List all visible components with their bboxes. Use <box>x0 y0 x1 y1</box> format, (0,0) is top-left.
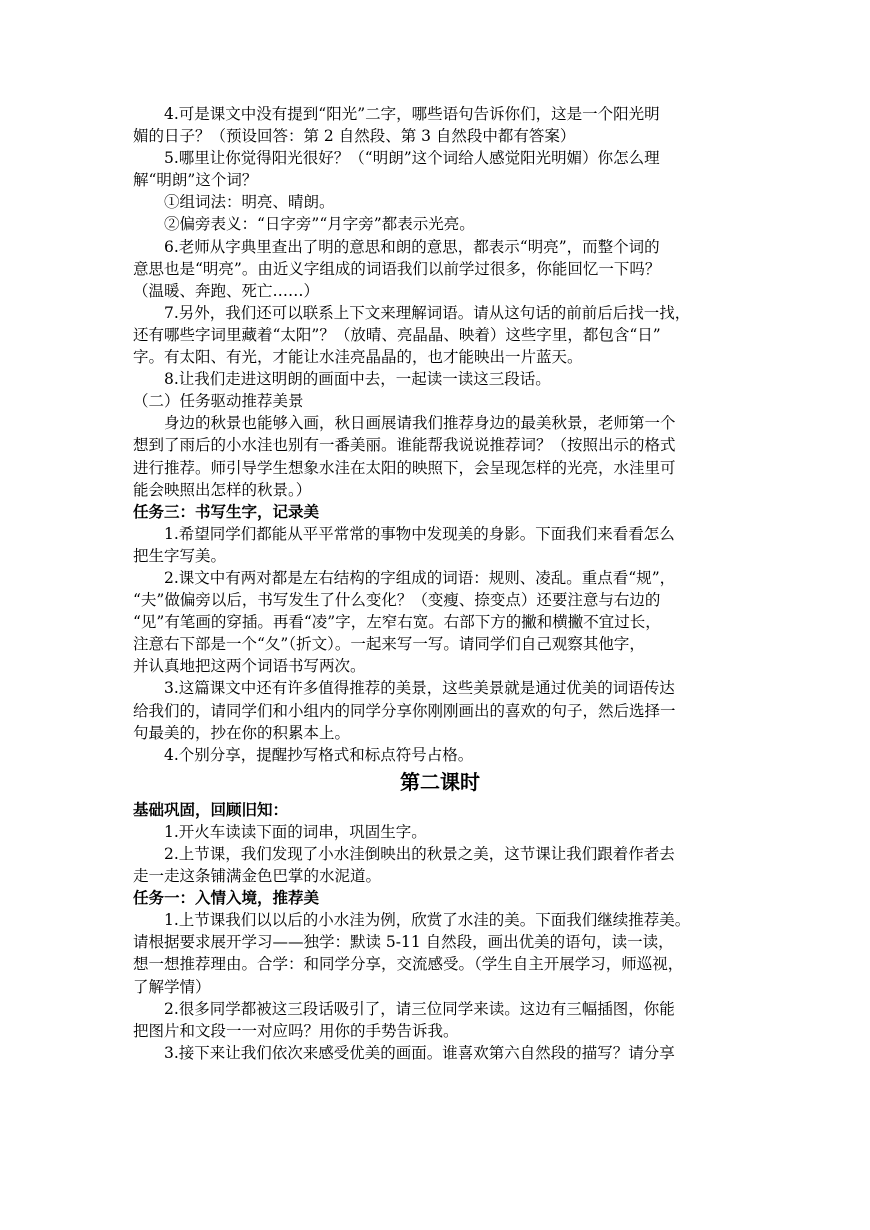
text-line: ①组词法：明亮、晴朗。 <box>164 193 335 212</box>
text-line: 4.个别分享，提醒抄写格式和标点符号占格。 <box>164 745 474 764</box>
text-line: 2.课文中有两对都是左右结构的字组成的词语：规则、凌乱。重点看“规”， <box>164 568 676 587</box>
text-line: 还有哪些字词里藏着“太阳”？（放晴、亮晶晶、映着）这些字里，都包含“日” <box>133 325 661 344</box>
text-line: 意思也是“明亮”。由近义字组成的词语我们以前学过很多，你能回忆一下吗？ <box>133 259 661 278</box>
text-line: 身边的秋景也能够入画，秋日画展请我们推荐身边的最美秋景，老师第一个 <box>164 414 676 433</box>
text-line: 2.上节课，我们发现了小水洼倒映出的秋景之美，这节课让我们跟着作者去 <box>164 845 675 863</box>
text-line: 句最美的，抄在你的积累本上。 <box>133 723 351 742</box>
text-line: 5.哪里让你觉得阳光很好？（“明朗”这个词给人感觉阳光明媚）你怎么理 <box>164 149 660 168</box>
text-line: 能会映照出怎样的秋景。） <box>133 480 312 499</box>
text-line: 把生字写美。 <box>133 546 227 565</box>
text-line: 1.开火车读读下面的词串，巩固生字。 <box>164 822 427 841</box>
text-line: 媚的日子？（预设回答：第 2 自然段、第 3 自然段中都有答案） <box>133 127 576 146</box>
text-line: 3.接下来让我们依次来感受优美的画面。谁喜欢第六自然段的描写？请分享 <box>164 1043 675 1062</box>
text-line: “见”有笔画的穿插。再看“凌”字，左窄右宽。右部下方的撇和横撇不宜过长， <box>133 613 661 632</box>
task-heading: 任务三：书写生字，记录美 <box>133 502 320 521</box>
text-line: ②偏旁表义：“日字旁”“月字旁”都表示光亮。 <box>164 215 475 234</box>
text-line: 2.很多同学都被这三段话吸引了，请三位同学来读。这边有三幅插图，你能 <box>164 999 675 1018</box>
text-line: （二）任务驱动推荐美景 <box>133 392 304 411</box>
text-line: 给我们的，请同学们和小组内的同学分享你刚刚画出的喜欢的句子，然后选择一 <box>133 701 676 720</box>
text-line: 想一想推荐理由。合学：和同学分享，交流感受。（学生自主开展学习，师巡视， <box>133 955 684 974</box>
text-line: 7.另外，我们还可以联系上下文来理解词语。请从这句话的前前后后找一找， <box>164 303 691 322</box>
text-line: 走一走这条铺满金色巴掌的水泥道。 <box>133 867 382 886</box>
task-heading: 基础巩固，回顾旧知： <box>133 800 289 819</box>
text-line: 并认真地把这两个词语书写两次。 <box>133 657 366 676</box>
text-line: 字。有太阳、有光，才能让水洼亮晶晶的，也才能映出一片蓝天。 <box>133 348 583 367</box>
text-line: 1.希望同学们都能从平平常常的事物中发现美的身影。下面我们来看看怎么 <box>164 524 675 543</box>
text-line: 3.这篇课文中还有许多值得推荐的美景，这些美景就是通过优美的词语传达 <box>164 679 675 698</box>
text-line: 想到了雨后的小水洼也别有一番美丽。谁能帮我说说推荐词？（按照出示的格式 <box>133 436 676 455</box>
task-heading: 任务一：入情入境，推荐美 <box>133 889 320 908</box>
text-line: 了解学情） <box>133 977 211 996</box>
text-line: 注意右下部是一个“夂”（折文）。一起来写一写。请同学们自己观察其他字， <box>133 635 645 654</box>
text-line: 请根据要求展开学习——独学：默读 5-11 自然段，画出优美的语句，读一读， <box>133 933 674 952</box>
text-line: “夫”做偏旁以后，书写发生了什么变化？（变瘦、捺变点）还要注意与右边的 <box>133 591 661 610</box>
text-line: 6.老师从字典里查出了明的意思和朗的意思，都表示“明亮”，而整个词的 <box>164 237 660 256</box>
text-line: （温暖、奔跑、死亡……） <box>133 281 320 300</box>
section-heading: 第二课时 <box>400 769 480 794</box>
text-line: 1.上节课我们以以后的小水洼为例，欣赏了水洼的美。下面我们继续推荐美。 <box>164 911 691 930</box>
document-page <box>133 103 747 1064</box>
text-line: 4.可是课文中没有提到“阳光”二字，哪些语句告诉你们，这是一个阳光明 <box>164 105 660 123</box>
text-line: 8.让我们走进这明朗的画面中去，一起读一读这三段话。 <box>164 370 551 389</box>
text-line: 把图片和文段一一对应吗？用你的手势告诉我。 <box>133 1021 459 1040</box>
text-line: 解“明朗”这个词？ <box>133 171 258 190</box>
text-line: 进行推荐。师引导学生想象水洼在太阳的映照下，会呈现怎样的光亮，水洼里可 <box>133 458 676 477</box>
